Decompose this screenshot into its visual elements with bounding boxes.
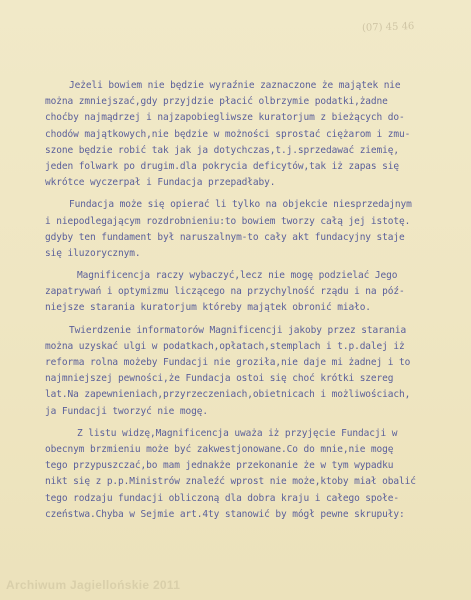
text-line: się iluzorycznym. [45,247,141,259]
paragraph [45,78,465,191]
archive-watermark: Archiwum Jagiellońskie 2011 [6,578,181,592]
paragraph [45,197,465,262]
text-line: Jeżeli bowiem nie będzie wyraźnie zaznaczone że majątek nie [69,80,401,91]
text-line: choćby najmądrzej i najzapobiegliwsze kuratorjum z bieżących do- [45,112,405,124]
text-line: chodów majątkowych,nie będzie w możności sprostać ciężarom i zmu- [45,128,411,140]
text-line: czeństwa.Chyba w Sejmie art.4ty stanowić by mógł pewne skrupuły: [45,508,405,520]
text-line: reforma rolna możeby Fundacji nie groziła,nie daje mi żadnej i to [45,357,411,368]
text-line: Magnificencja raczy wybaczyć,lecz nie mogę podzielać Jego [77,270,398,282]
text-line: można uzyskać ulgi w podatkach,opłatach,stemplach i t.p.dalej iż [45,340,405,352]
text-line: jeden folwark po drugim.dla pokrycia deficytów,tak iż zapas się [45,160,400,172]
text-line: wkrótce wyczerpał i Fundacja przepadłaby. [45,177,276,189]
text-line: nikt się z p.p.Ministrów znaleźć wprost nie może,ktoby miał obalić [45,476,416,488]
archival-pencil-note: (07) 45 46 [361,21,415,34]
text-line: można zmniejszać,gdy przyjdzie płacić olbrzymie podatki,żadne [45,96,388,108]
text-line: i niepodlegającym rozdrobnieniu:to bowiem tworzy całą jej istotę. [45,215,411,227]
text-line: lat.Na zapewnieniach,przyrzeczeniach,obietnicach i możliwościach, [45,389,411,401]
text-line: szone będzie robić tak jak ja dotychczas,t.j.sprzedawać ziemię, [45,144,400,156]
text-line: tego przypuszczać,bo mam jednakże przekonanie że w tym wypadku [45,460,394,472]
paragraph [45,426,465,523]
text-line: obecnym brzmieniu może być zakwestjonowane.Co do mnie,nie mogę [45,443,394,455]
text-line: ja Fundacji tworzyć nie mogę. [45,405,208,417]
text-line: niejsze starania kuratorjum któreby majątek obronić miało. [45,302,371,314]
paragraph [45,323,465,420]
paragraph [45,268,465,317]
text-line: gdyby ten fundament był naruszalnym-to cały akt fundacyjny staje [45,231,405,243]
text-line: Z listu widzę,Magnificencja uważa iż przyjęcie Fundacji w [77,427,398,439]
text-line: tego rodzaju fundacji obliczoną dla dobra kraju i całego społe- [45,492,400,504]
typewritten-letter-body [45,78,465,523]
text-line: Fundacja może się opierać li tylko na objekcie niesprzedajnym [69,199,412,211]
text-line: zapatrywań i optymizmu liczącego na przychylność rządu i na póź- [45,286,405,298]
text-line: najmniejszej pewności,że Fundacja ostoi się choć krótki szereg [45,373,394,385]
text-line: Twierdzenie informatorów Magnificencji jakoby przez starania [69,324,407,336]
